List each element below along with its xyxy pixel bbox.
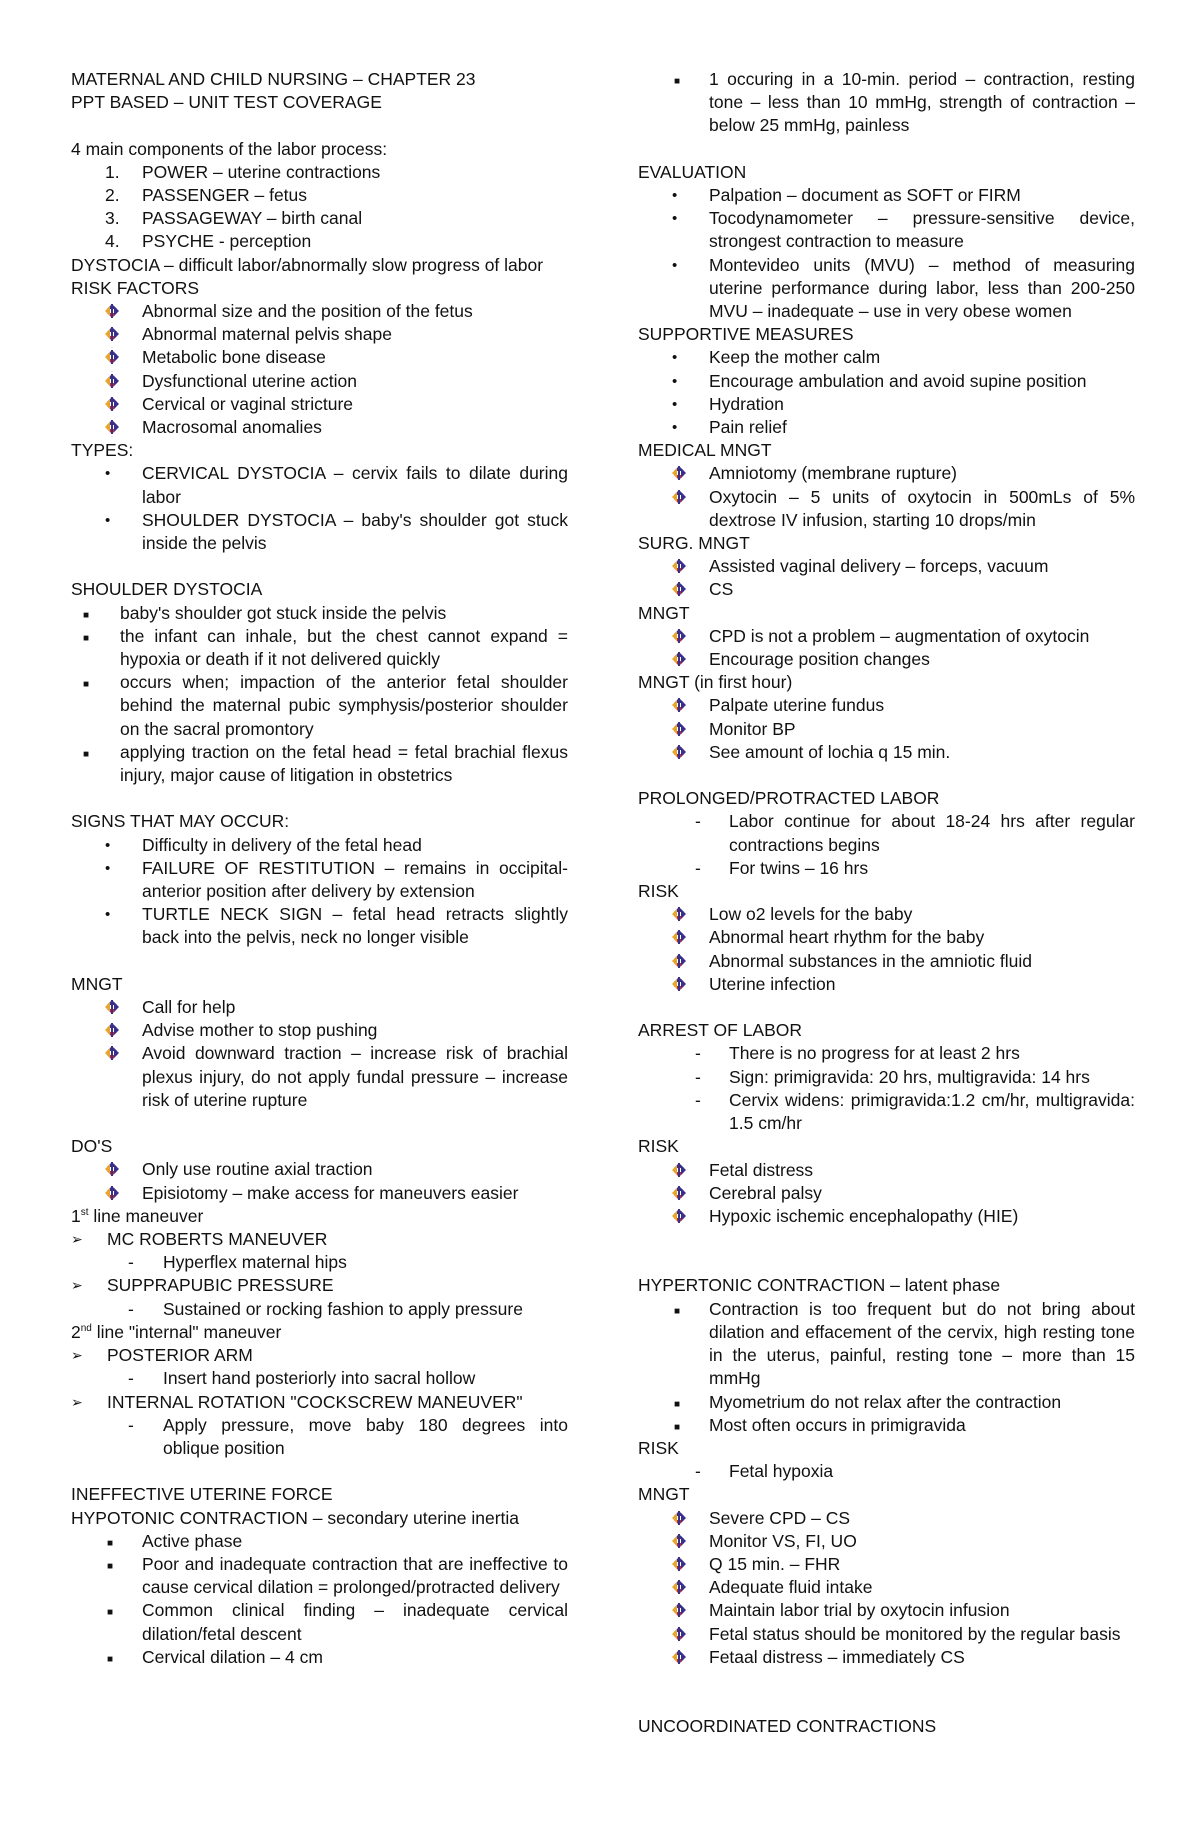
list-item: Cervical or vaginal stricture (71, 393, 568, 416)
square-bullet-icon: ■ (674, 76, 681, 87)
mngt-heading: MNGT (638, 1484, 690, 1505)
list-item: 2. PASSENGER – fetus (105, 185, 308, 205)
risk-heading: RISK (638, 1437, 679, 1458)
compass-bullet-icon (104, 1045, 120, 1061)
dystocia-definition: DYSTOCIA – difficult labor/abnormally slow progress of labor (71, 254, 544, 275)
compass-bullet-icon (671, 1556, 687, 1572)
bullet-dot-icon: • (105, 836, 111, 854)
arrowhead-bullet-icon: ➢ (71, 1231, 83, 1248)
medical-mngt-heading: MEDICAL MNGT (638, 440, 772, 461)
hypertonic-heading: HYPERTONIC CONTRACTION – latent phase (638, 1275, 1001, 1296)
mngt-first-hour-heading: MNGT (in first hour) (638, 672, 793, 693)
types-heading: TYPES: (71, 440, 134, 461)
list-item: ■ applying traction on the fetal head = fetal brachial flexus injury, major cause of litigation in obstetrics (83, 741, 568, 786)
list-item: CS (638, 578, 1135, 601)
list-item: Amniotomy (membrane rupture) (638, 462, 1135, 485)
first-line-heading: 1st line maneuver (71, 1205, 204, 1226)
compass-bullet-icon (671, 651, 687, 667)
evaluation-heading: EVALUATION (638, 161, 747, 182)
list-item: • Hydration (638, 393, 1135, 416)
compass-bullet-icon (671, 628, 687, 644)
bullet-dot-icon: • (672, 349, 678, 367)
compass-bullet-icon (104, 373, 120, 389)
list-item: Q 15 min. – FHR (638, 1553, 1135, 1576)
bullet-dot-icon: • (105, 859, 111, 877)
compass-bullet-icon (104, 1185, 120, 1201)
bullet-dot-icon: • (672, 256, 678, 274)
list-item: Abnormal size and the position of the fetus (71, 300, 568, 323)
list-item: - Labor continue for about 18-24 hrs after regular contractions begins (695, 811, 1135, 855)
list-item: ■ Active phase (71, 1530, 568, 1553)
list-item: - There is no progress for at least 2 hrs (695, 1043, 1020, 1064)
components-heading: 4 main components of the labor process: (71, 138, 388, 159)
list-item: Adequate fluid intake (638, 1576, 1135, 1599)
compass-bullet-icon (671, 1626, 687, 1642)
compass-bullet-icon (671, 489, 687, 505)
list-item: Assisted vaginal delivery – forceps, vacuum (638, 555, 1135, 578)
supportive-heading: SUPPORTIVE MEASURES (638, 324, 854, 345)
arrowhead-bullet-icon: ➢ (71, 1393, 83, 1410)
risk-heading: RISK (638, 1136, 679, 1157)
bullet-dot-icon: • (672, 395, 678, 413)
uncoordinated-heading: UNCOORDINATED CONTRACTIONS (638, 1716, 937, 1737)
list-item: Metabolic bone disease (71, 346, 568, 369)
square-bullet-icon: ■ (83, 679, 90, 691)
risk-heading: RISK (638, 881, 679, 902)
compass-bullet-icon (671, 1649, 687, 1665)
compass-bullet-icon (104, 396, 120, 412)
list-item: ■ 1 occuring in a 10-min. period – contraction, resting tone – less than 10 mmHg, strength of contraction – below 25 mmHg, painless (674, 69, 1135, 136)
list-item: - Hyperflex maternal hips (128, 1252, 347, 1273)
list-item: ■ the infant can inhale, but the chest cannot expand = hypoxia or death if it not delivered quickly (83, 625, 568, 670)
compass-bullet-icon (671, 953, 687, 969)
list-item: • Encourage ambulation and avoid supine position (638, 370, 1135, 393)
list-item: - Cervix widens: primigravida:1.2 cm/hr, multigravida: 1.5 cm/hr (695, 1089, 1135, 1134)
list-item: Palpate uterine fundus (638, 694, 1135, 717)
bullet-dot-icon: • (672, 187, 678, 204)
square-bullet-icon: ■ (83, 748, 90, 760)
compass-bullet-icon (671, 581, 687, 597)
hypotonic-heading: HYPOTONIC CONTRACTION – secondary uterine inertia (71, 1507, 520, 1528)
list-item: Avoid downward traction – increase risk of brachial plexus injury, do not apply fundal pressure – increase risk of uterine rupture (71, 1042, 568, 1112)
arrowhead-bullet-icon: ➢ (71, 1347, 83, 1364)
list-item: Advise mother to stop pushing (71, 1019, 568, 1042)
ineffective-heading: INEFFECTIVE UTERINE FORCE (71, 1484, 333, 1505)
list-item: ■ Contraction is too frequent but do not bring about dilation and effacement of the cervix, high resting tone in the uterus, painful, resting tone – more than 15 mmHg (674, 1298, 1135, 1389)
compass-bullet-icon (104, 419, 120, 435)
arrowhead-bullet-icon: ➢ (71, 1277, 83, 1294)
square-bullet-icon: ■ (107, 1607, 114, 1619)
list-item: ■ Cervical dilation – 4 cm (71, 1646, 568, 1669)
list-item: - Sign: primigravida: 20 hrs, multigravida: 14 hrs (695, 1066, 1090, 1087)
list-item: • Keep the mother calm (638, 346, 1135, 369)
list-item: ■ Poor and inadequate contraction that are ineffective to cause cervical dilation = prolonged/protracted delivery (107, 1553, 568, 1598)
list-item: ➢ POSTERIOR ARM (71, 1344, 568, 1367)
mngt-heading: MNGT (638, 602, 690, 623)
list-item: • Tocodynamometer – pressure-sensitive device, strongest contraction to measure (672, 208, 1135, 252)
square-bullet-icon: ■ (107, 1560, 114, 1572)
compass-bullet-icon (104, 349, 120, 365)
list-item: • SHOULDER DYSTOCIA – baby's shoulder got stuck inside the pelvis (105, 509, 568, 554)
list-item: CPD is not a problem – augmentation of oxytocin (638, 625, 1135, 648)
signs-heading: SIGNS THAT MAY OCCUR: (71, 811, 290, 832)
list-item: • Pain relief (638, 416, 1135, 439)
list-item: Encourage position changes (638, 648, 1135, 671)
list-item: Cerebral palsy (638, 1182, 1135, 1205)
dos-heading: DO'S (71, 1136, 113, 1157)
list-item: Hypoxic ischemic encephalopathy (HIE) (638, 1205, 1135, 1228)
left-column (71, 68, 568, 1669)
mngt-heading: MNGT (71, 973, 123, 994)
compass-bullet-icon (104, 999, 120, 1015)
risk-factors-heading: RISK FACTORS (71, 277, 200, 298)
compass-bullet-icon (671, 976, 687, 992)
list-item: Monitor VS, FI, UO (638, 1530, 1135, 1553)
compass-bullet-icon (671, 929, 687, 945)
bullet-dot-icon: • (672, 210, 678, 228)
bullet-dot-icon: • (672, 372, 678, 390)
list-item: Oxytocin – 5 units of oxytocin in 500mLs of 5% dextrose IV infusion, starting 10 drops/min (638, 486, 1135, 532)
compass-bullet-icon (104, 326, 120, 342)
list-item: ■ baby's shoulder got stuck inside the pelvis (71, 602, 568, 625)
shoulder-dystocia-heading: SHOULDER DYSTOCIA (71, 579, 263, 600)
surg-mngt-heading: SURG. MNGT (638, 533, 750, 554)
list-item: • FAILURE OF RESTITUTION – remains in occipital-anterior position after delivery by extension (105, 857, 568, 902)
compass-bullet-icon (671, 465, 687, 481)
list-item: Call for help (71, 996, 568, 1019)
compass-bullet-icon (671, 1533, 687, 1549)
list-item: Uterine infection (638, 973, 1135, 996)
list-item: - Fetal hypoxia (695, 1461, 834, 1482)
list-item: ➢ MC ROBERTS MANEUVER (71, 1228, 568, 1251)
doc-title: MATERNAL AND CHILD NURSING – CHAPTER 23 (71, 69, 476, 89)
list-item: • TURTLE NECK SIGN – fetal head retracts slightly back into the pelvis, neck no longer visible (105, 904, 568, 948)
list-item: • Montevideo units (MVU) – method of measuring uterine performance during labor, less than 200-250 MVU – inadequate – use in very obese women (672, 254, 1135, 322)
square-bullet-icon: ■ (107, 1653, 114, 1665)
list-item: ■ Most often occurs in primigravida (638, 1414, 1135, 1437)
list-item: ■ Myometrium do not relax after the contraction (638, 1391, 1135, 1414)
list-item: 4. PSYCHE - perception (105, 231, 312, 252)
square-bullet-icon: ■ (107, 1537, 114, 1549)
right-column (638, 68, 1135, 1739)
prolonged-heading: PROLONGED/PROTRACTED LABOR (638, 788, 940, 809)
list-item: Abnormal substances in the amniotic fluid (638, 950, 1135, 973)
list-item: - Sustained or rocking fashion to apply pressure (128, 1298, 523, 1319)
second-line-heading: 2nd line "internal" maneuver (71, 1321, 282, 1342)
compass-bullet-icon (671, 721, 687, 737)
compass-bullet-icon (671, 1185, 687, 1201)
list-item: ➢ INTERNAL ROTATION "COCKSCREW MANEUVER" (71, 1391, 568, 1414)
list-item: Abnormal heart rhythm for the baby (638, 926, 1135, 949)
list-item: ➢ SUPPRAPUBIC PRESSURE (71, 1274, 568, 1297)
list-item: Monitor BP (638, 718, 1135, 741)
list-item: Maintain labor trial by oxytocin infusion (638, 1599, 1135, 1622)
list-item: Fetal status should be monitored by the regular basis (638, 1623, 1135, 1646)
compass-bullet-icon (671, 1162, 687, 1178)
compass-bullet-icon (104, 1161, 120, 1177)
list-item: • CERVICAL DYSTOCIA – cervix fails to dilate during labor (105, 463, 568, 507)
list-item: Low o2 levels for the baby (638, 903, 1135, 926)
square-bullet-icon: ■ (674, 1305, 681, 1317)
compass-bullet-icon (104, 303, 120, 319)
list-item: Fetaal distress – immediately CS (638, 1646, 1135, 1669)
list-item: Dysfunctional uterine action (71, 370, 568, 393)
square-bullet-icon: ■ (83, 609, 90, 621)
square-bullet-icon: ■ (83, 632, 90, 644)
doc-subtitle: PPT BASED – UNIT TEST COVERAGE (71, 92, 382, 113)
list-item: - For twins – 16 hrs (695, 857, 869, 878)
compass-bullet-icon (671, 1602, 687, 1618)
bullet-dot-icon: • (105, 906, 111, 924)
compass-bullet-icon (671, 558, 687, 574)
compass-bullet-icon (671, 697, 687, 713)
list-item: - Apply pressure, move baby 180 degrees into oblique position (128, 1414, 568, 1458)
list-item: ■ occurs when; impaction of the anterior fetal shoulder behind the maternal pubic symphysis/posterior shoulder on the sacral promontory (83, 672, 568, 739)
compass-bullet-icon (671, 1510, 687, 1526)
compass-bullet-icon (671, 1579, 687, 1595)
bullet-dot-icon: • (105, 465, 111, 483)
square-bullet-icon: ■ (674, 1421, 681, 1433)
square-bullet-icon: ■ (674, 1398, 681, 1410)
list-item: Macrosomal anomalies (71, 416, 568, 439)
list-item: Episiotomy – make access for maneuvers easier (71, 1182, 568, 1205)
list-item: Fetal distress (638, 1159, 1135, 1182)
list-item: 1. POWER – uterine contractions (105, 161, 381, 182)
arrest-heading: ARREST OF LABOR (638, 1020, 803, 1041)
list-item: Abnormal maternal pelvis shape (71, 323, 568, 346)
list-item: ■ Common clinical finding – inadequate cervical dilation/fetal descent (107, 1600, 568, 1644)
list-item: Severe CPD – CS (638, 1507, 1135, 1530)
compass-bullet-icon (671, 1208, 687, 1224)
compass-bullet-icon (671, 744, 687, 760)
list-item: See amount of lochia q 15 min. (638, 741, 1135, 764)
list-item: • Palpation – document as SOFT or FIRM (638, 184, 1135, 207)
bullet-dot-icon: • (105, 511, 111, 529)
compass-bullet-icon (104, 1022, 120, 1038)
list-item: • Difficulty in delivery of the fetal head (71, 834, 568, 857)
list-item: 3. PASSAGEWAY – birth canal (105, 208, 363, 229)
list-item: Only use routine axial traction (71, 1158, 568, 1181)
compass-bullet-icon (671, 906, 687, 922)
bullet-dot-icon: • (672, 419, 678, 437)
list-item: - Insert hand posteriorly into sacral hollow (128, 1368, 476, 1389)
